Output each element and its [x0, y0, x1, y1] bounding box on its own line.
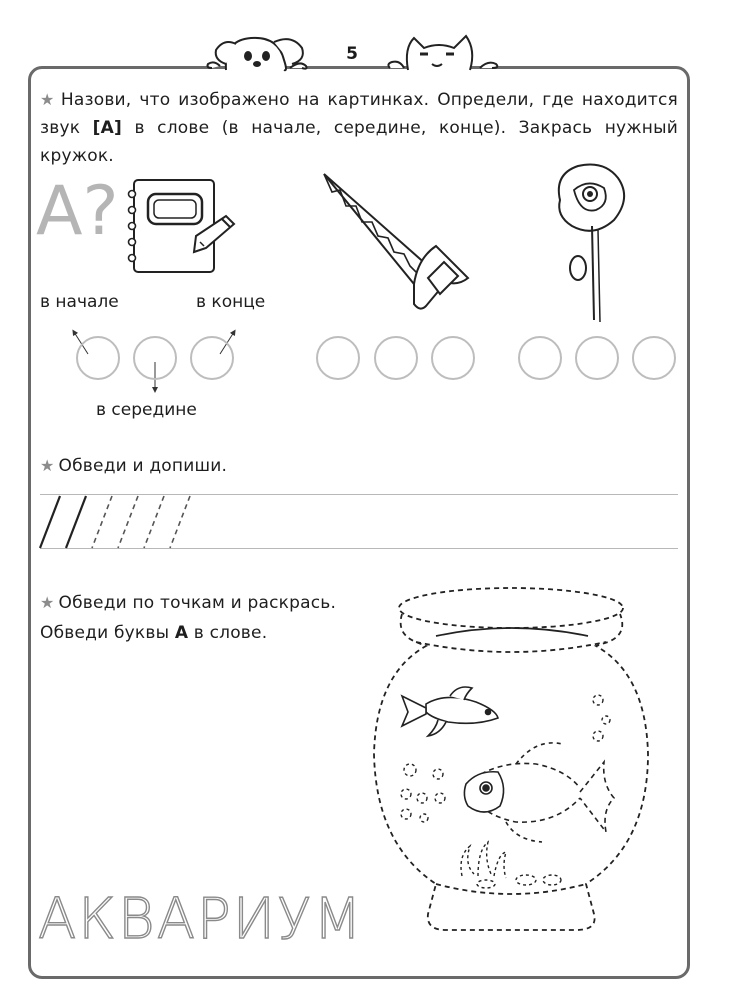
saw-icon [318, 166, 478, 326]
tracing-strokes[interactable] [38, 494, 198, 550]
fish-icon [464, 743, 614, 842]
circle-flower-middle[interactable] [575, 336, 619, 380]
task-1-instruction [40, 86, 678, 170]
circle-notebook-end[interactable] [190, 336, 234, 380]
task-1-text-before: Назови, что изображено на картинках. Определи, где находится звук [40, 90, 678, 138]
star-icon: ★ [40, 90, 57, 109]
notebook-icon [126, 176, 236, 276]
label-end: в конце [196, 292, 266, 312]
circle-saw-start[interactable] [316, 336, 360, 380]
label-start: в начале [40, 292, 119, 312]
circle-flower-start[interactable] [518, 336, 562, 380]
circle-saw-end[interactable] [431, 336, 475, 380]
aquarium-word: АКВАРИУМ [38, 887, 364, 952]
page-number: 5 [346, 44, 358, 64]
task-2-instruction [40, 452, 227, 480]
aquarium-icon[interactable] [366, 584, 656, 944]
star-icon: ★ [40, 456, 55, 475]
small-fish-icon [402, 687, 498, 736]
task-3-instruction [40, 588, 336, 648]
circle-flower-end[interactable] [632, 336, 676, 380]
task-1-text-after: в слове (в начале, середине, конце). Закрась нужный кружок. [40, 118, 678, 166]
task-2-text: Обведи и допиши. [58, 456, 228, 476]
task-1-sound: [А] [92, 118, 122, 138]
circle-notebook-middle[interactable] [133, 336, 177, 380]
star-icon: ★ [40, 593, 55, 612]
circle-notebook-start[interactable] [76, 336, 120, 380]
poppy-flower-icon [548, 160, 638, 330]
circle-saw-middle[interactable] [374, 336, 418, 380]
sound-hint: А? [36, 172, 119, 251]
label-middle: в середине [96, 400, 197, 420]
task-3-line-2: Обведи буквы А в слове. [40, 623, 268, 643]
task-3-line-1: ★ Обведи по точкам и раскрась. [40, 593, 337, 613]
